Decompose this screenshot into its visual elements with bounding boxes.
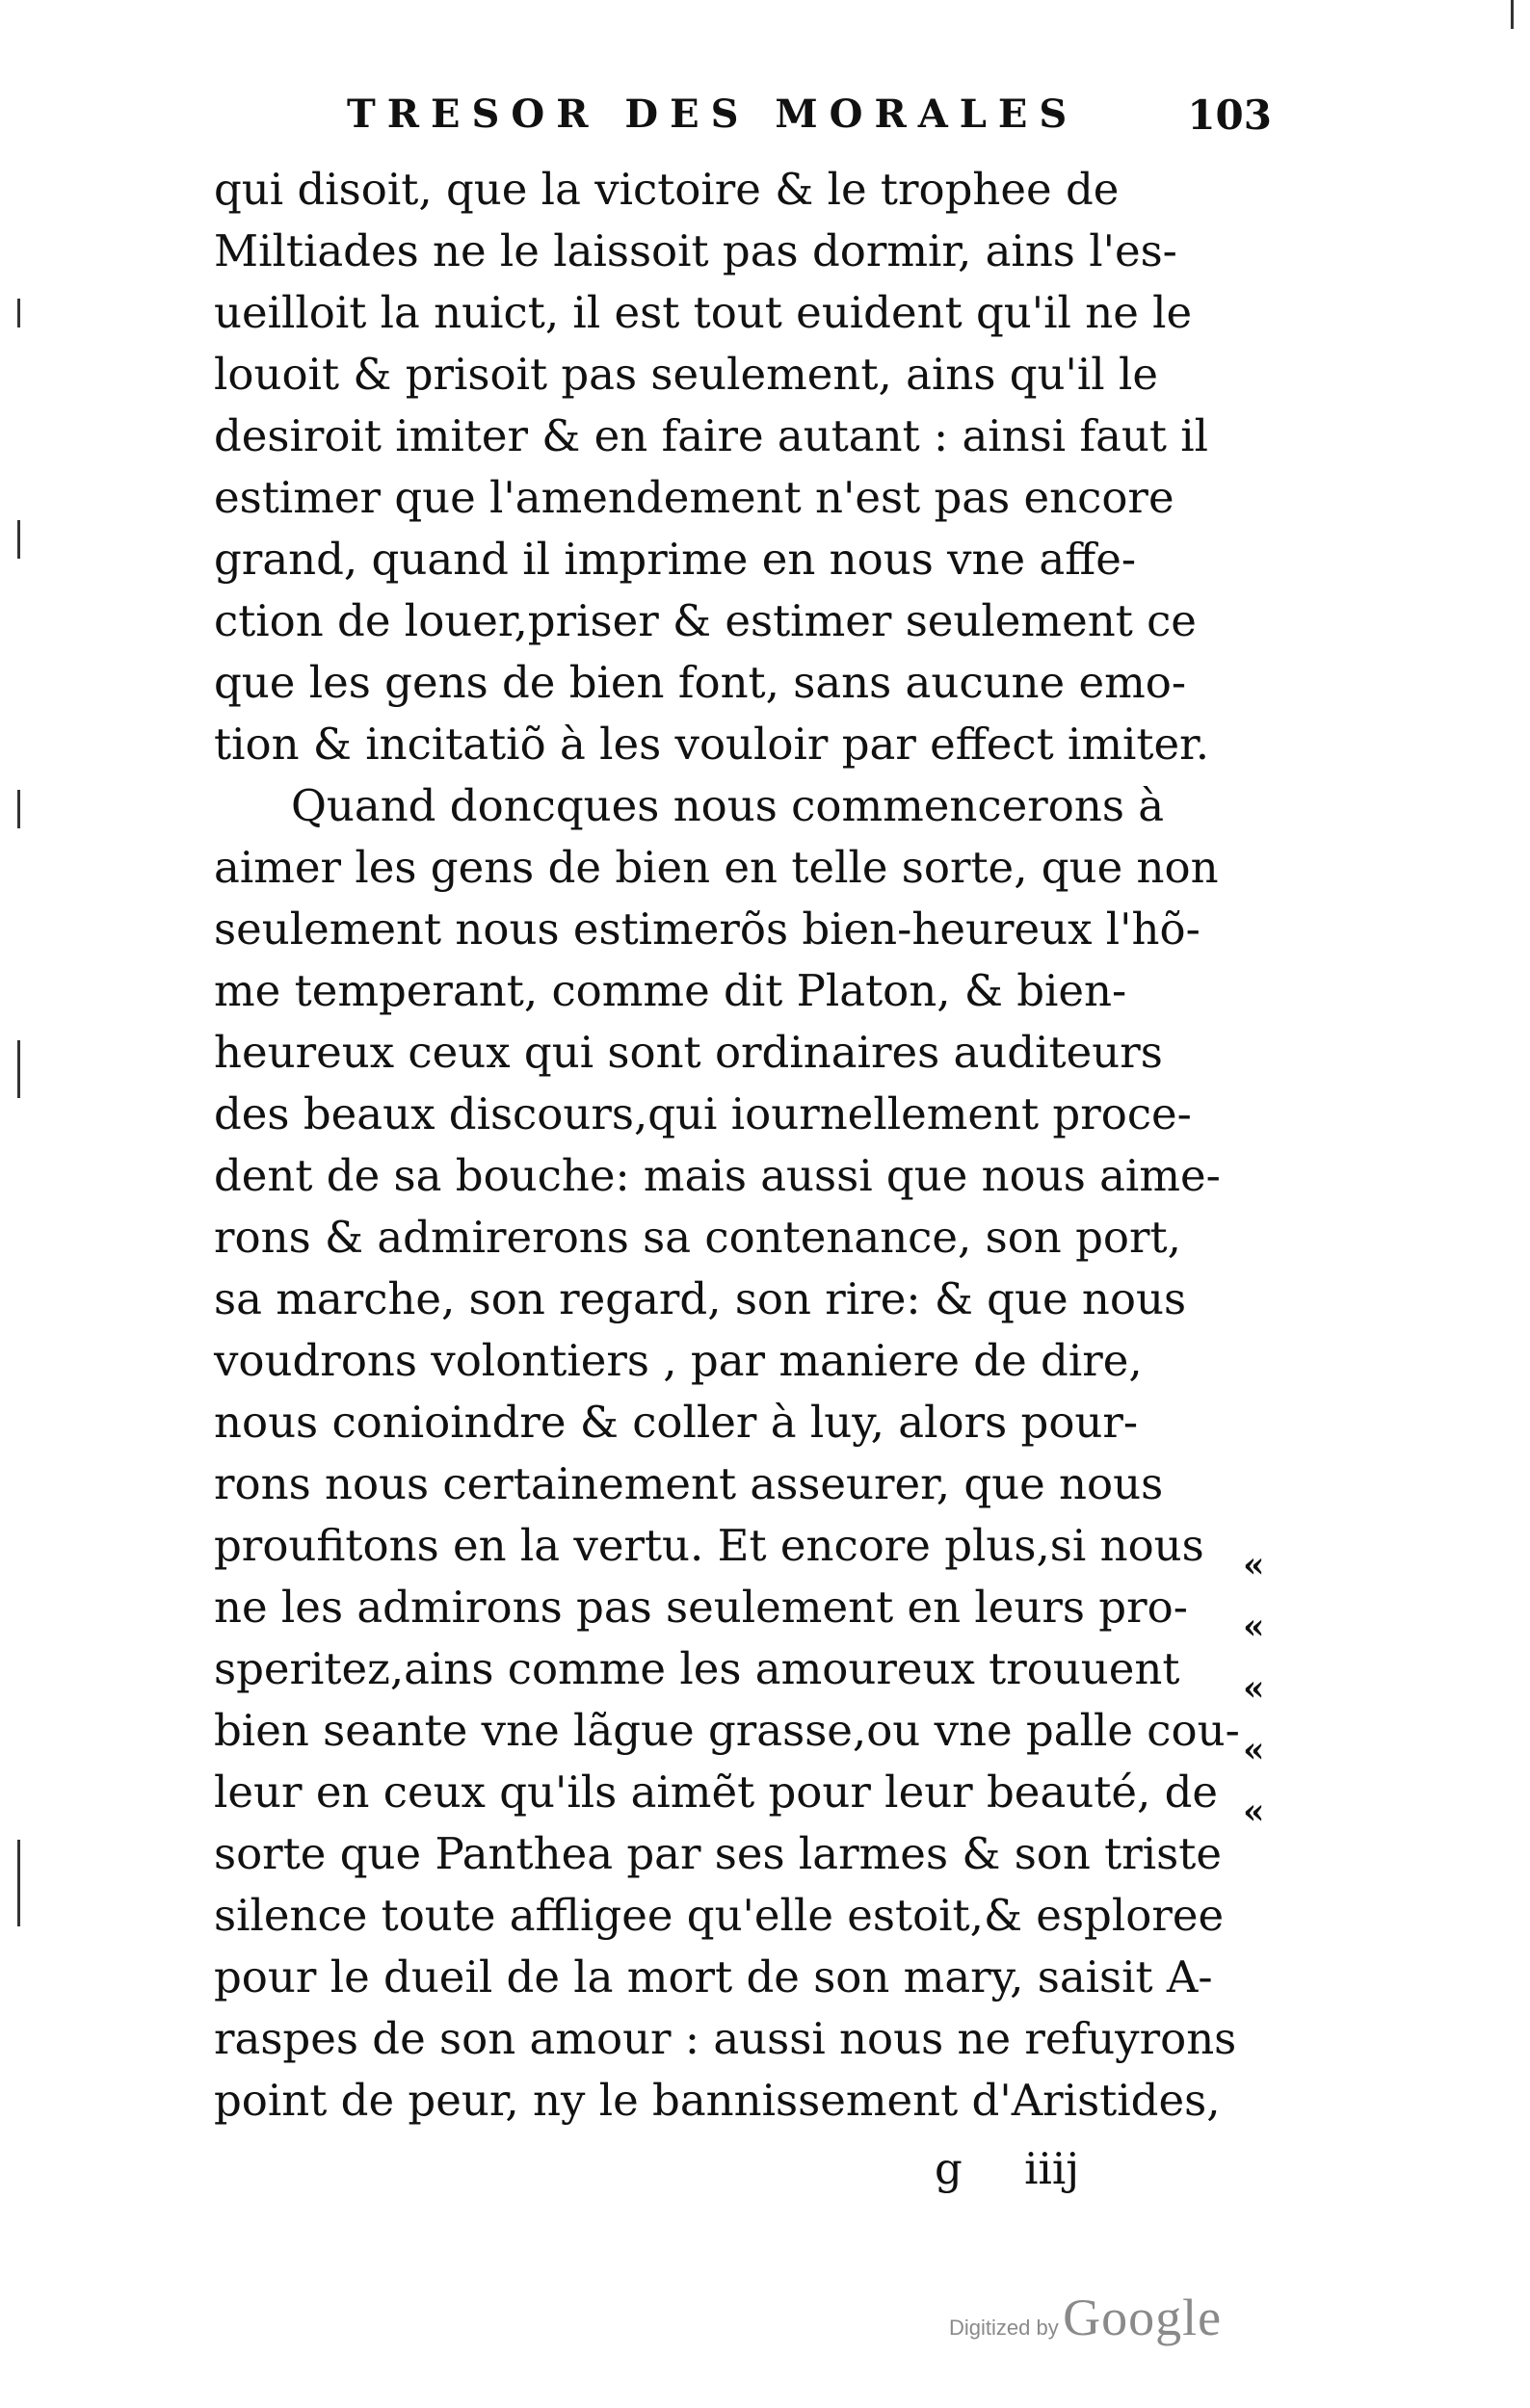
text-line: leur en ceux qu'ils aimẽt pour leur beauté, de [214,1767,1219,1818]
quote-mark: « [1243,1607,1265,1647]
text-line: aimer les gens de bien en telle sorte, que non [214,842,1219,893]
text-line: sa marche, son regard, son rire: & que nous [214,1273,1187,1324]
left-margin-mark [17,520,20,559]
quote-mark: « [1243,1545,1265,1585]
quote-mark: « [1243,1792,1265,1832]
text-line: dent de sa bouche: mais aussi que nous aime- [214,1150,1221,1201]
paragraph-start-line: Quand doncques nous commencerons à [291,780,1165,831]
text-line: seulement nous estimerõs bien-heureux l'hõ- [214,903,1200,955]
text-line: rons nous certainement asseurer, que nous [214,1458,1164,1509]
text-line: rons & admirerons sa contenance, son port, [214,1212,1181,1263]
left-margin-mark [17,299,20,327]
left-margin-mark [17,790,20,828]
text-line: que les gens de bien font, sans aucune emo- [214,657,1187,708]
text-line: qui disoit, que la victoire & le trophee de [214,164,1120,215]
signature-number: iiij [1024,2143,1080,2194]
text-line: voudrons volontiers , par maniere de dire, [214,1335,1143,1386]
marginal-quote-marks [1243,1534,1281,1843]
text-line: proufitons en la vertu. Et encore plus,si nous [214,1520,1204,1571]
text-line: grand, quand il imprime en nous vne affe- [214,534,1137,585]
left-margin-mark [17,1840,20,1926]
text-line: ne les admirons pas seulement en leurs pro- [214,1582,1188,1633]
watermark-brand: Google [1063,2289,1223,2346]
text-line: speritez,ains comme les amoureux trouuent [214,1643,1180,1694]
text-line: heureux ceux qui sont ordinaires auditeurs [214,1027,1163,1078]
quote-mark: « [1243,1668,1265,1709]
text-line: ction de louer,priser & estimer seulement ce [214,595,1197,646]
text-line: louoit & prisoit pas seulement, ains qu'il le [214,349,1158,400]
left-margin-mark [17,1040,20,1098]
text-line: desiroit imiter & en faire autant : ainsi faut il [214,410,1209,461]
page-number: 103 [1187,92,1272,139]
text-line: bien seante vne lãgue grasse,ou vne palle cou- [214,1705,1240,1756]
page-header [347,92,1272,149]
watermark-prefix: Digitized by [949,2316,1059,2340]
signature-letter: g [935,2143,963,2194]
text-line: des beaux discours,qui iournellement proce- [214,1088,1192,1139]
right-margin-mark [1511,0,1514,29]
text-line: ueilloit la nuict, il est tout euident qu'il ne le [214,287,1193,338]
quote-mark: « [1243,1730,1265,1770]
text-line: nous conioindre & coller à luy, alors pour- [214,1397,1139,1448]
text-line: me temperant, comme dit Platon, & bien- [214,965,1127,1016]
text-line: raspes de son amour : aussi nous ne refuyrons [214,2013,1237,2064]
text-line: Miltiades ne le laissoit pas dormir, ains l'es- [214,225,1177,276]
text-line: pour le dueil de la mort de son mary, saisit A- [214,1951,1213,2002]
text-line: point de peur, ny le bannissement d'Aristides, [214,2075,1221,2126]
text-line: silence toute affligee qu'elle estoit,& esploree [214,1890,1225,1941]
digitized-watermark [949,2288,1222,2347]
signature-mark [935,2143,1079,2194]
text-line: estimer que l'amendement n'est pas encore [214,472,1174,523]
body-text [214,159,1254,2132]
text-line: sorte que Panthea par ses larmes & son triste [214,1828,1222,1879]
text-line: tion & incitatiõ à les vouloir par effect imiter. [214,719,1210,770]
running-title: TRESOR DES MORALES [347,92,1079,137]
